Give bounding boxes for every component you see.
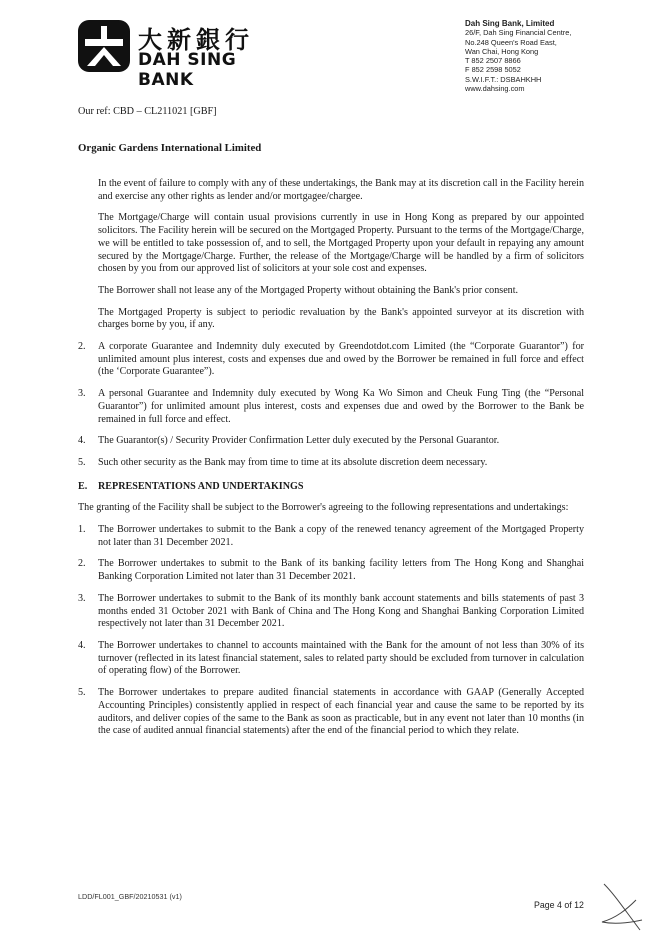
item-text: The Borrower undertakes to submit to the Bank of its monthly bank account statements and bills statements of past 3 months ended 31 October 2021 with Bank of China and The Hong Kong and Shanghai Banking Corporation Limited respectively not later than 31 December 2021.: [98, 592, 584, 630]
undertaking-item: [78, 687, 584, 738]
item-text: Such other security as the Bank may from time to time at its absolute discretion deem necessary.: [98, 456, 488, 468]
security-item: [78, 388, 584, 426]
security-item: [78, 341, 584, 379]
page-number: Page 4 of 12: [534, 900, 584, 910]
section-intro: The granting of the Facility shall be subject to the Borrower's agreeing to the following representations and undertakings:: [78, 502, 569, 514]
bank-phone: T 852 2507 8866: [465, 56, 521, 66]
bank-address-line: Wan Chai, Hong Kong: [465, 46, 539, 56]
bank-contact-block: [465, 19, 571, 93]
item-text: A corporate Guarantee and Indemnity duly executed by Greendotdot.com Limited (the “Corporate Guarantor”) for unlimited amount plus interest, costs and expenses due and owed by the Borrower be remained in full force and effect (the ‘Corporate Guarantee”).: [98, 341, 584, 378]
item-number: 5.: [78, 456, 86, 468]
logo-english-name: DAH SING BANK: [138, 50, 237, 90]
paragraph: The Borrower shall not lease any of the Mortgaged Property without obtaining the Bank's prior consent.: [98, 284, 519, 296]
dah-sing-logo-icon: [78, 20, 130, 72]
section-letter: E.: [78, 480, 88, 492]
security-item: [78, 435, 584, 448]
undertaking-item: [78, 558, 584, 583]
item-text: The Guarantor(s) / Security Provider Confirmation Letter duly executed by the Personal Guarantor.: [98, 435, 500, 447]
bank-name: Dah Sing Bank, Limited: [465, 19, 555, 28]
item-text: The Borrower undertakes to channel to accounts maintained with the Bank for the amount of not less than 30% of its turnover (reflected in its latest financial statement, sales to related party should be excluded from turnover in calculation of operating flow) of the Borrower.: [98, 639, 584, 677]
item-text: The Borrower undertakes to submit to the Bank of its banking facility letters from The Hong Kong and Shanghai Banking Corporation Limited not later than 31 December 2021.: [98, 558, 584, 583]
item-number: 1.: [78, 524, 86, 536]
item-number: 3.: [78, 388, 86, 400]
undertaking-item: [78, 593, 584, 631]
letter-body: [78, 178, 584, 747]
paragraph: In the event of failure to comply with any of these undertakings, the Bank may at its discretion call in the Facility herein and exercise any other rights as lender and/or mortgagee/chargee.: [98, 178, 584, 202]
item-text: The Borrower undertakes to prepare audited financial statements in accordance with GAAP (Generally Accepted Accounting Principles) consistently applied in respect of each financial year and cause the same to be reported by its auditors, and deliver copies of the same to the Bank as soon as practicable, but in any event not later than 10 months (in the case of audited annual financial statements) after the end of the financial period to which they relate.: [98, 687, 584, 737]
item-number: 4.: [78, 435, 86, 447]
undertaking-item: [78, 524, 584, 549]
bank-logo: [78, 20, 278, 90]
section-heading: [78, 481, 584, 494]
item-number: 2.: [78, 558, 86, 570]
signature-mark-icon: [596, 880, 646, 935]
undertaking-item: [78, 640, 584, 678]
item-number: 4.: [78, 639, 86, 651]
bank-fax: F 852 2598 5052: [465, 65, 521, 75]
bank-address-line: No.248 Queen's Road East,: [465, 37, 557, 47]
paragraph: The Mortgage/Charge will contain usual provisions currently in use in Hong Kong as prepared by our appointed solicitors. The Facility herein will be secured on the Mortgaged Property. Pursuant to the terms of the Mortgage/Charge, we will be entitled to take possession of, and to sell, the Mortgaged Property upon your default in repaying any amount secured by the Mortgage/Charge. Further, the release of the Mortgage/Charge will be handled by a firm of solicitors chosen by you from our approved list of solicitors at your sole cost and expenses.: [98, 212, 584, 275]
item-number: 2.: [78, 341, 86, 353]
paragraph: The Mortgaged Property is subject to periodic revaluation by the Bank's appointed surveyor at its discretion with charges borne by you, if any.: [98, 306, 584, 331]
item-text: A personal Guarantee and Indemnity duly executed by Wong Ka Wo Simon and Cheuk Fung Ting (the “Personal Guarantor”) for unlimited amount plus interest, costs and expenses due and owed by the Borrower to the Bank be remained in full force and effect.: [98, 388, 584, 425]
bank-address-line: 26/F, Dah Sing Financial Centre,: [465, 28, 572, 38]
security-item: [78, 457, 584, 470]
bank-website: www.dahsing.com: [465, 84, 525, 94]
item-text: The Borrower undertakes to submit to the Bank a copy of the renewed tenancy agreement of the Mortgaged Property not later than 31 December 2021.: [98, 524, 584, 548]
item-number: 5.: [78, 687, 86, 699]
addressee: Organic Gardens International Limited: [78, 142, 262, 154]
item-number: 3.: [78, 592, 86, 604]
logo-chinese-name: 大新銀行: [138, 26, 254, 54]
section-title: REPRESENTATIONS AND UNDERTAKINGS: [98, 480, 304, 492]
reference-number: Our ref: CBD – CL211021 [GBF]: [78, 106, 217, 117]
bank-swift: S.W.I.F.T.: DSBAHKHH: [465, 74, 542, 84]
document-code: LDD/FL001_GBF/20210531 (v1): [78, 892, 182, 901]
